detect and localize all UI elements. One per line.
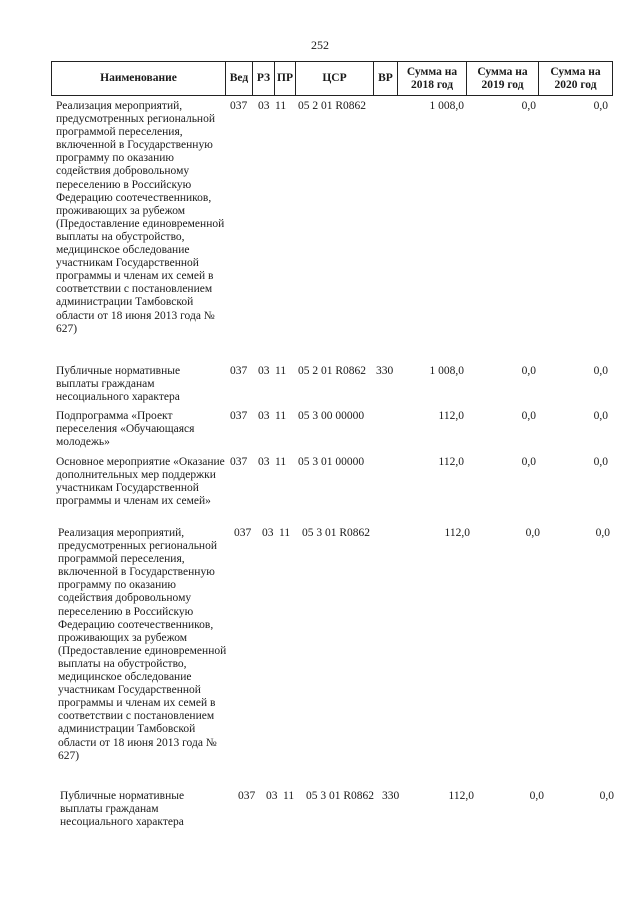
row-sum-2020: 0,0: [595, 527, 610, 539]
row-ved: 037: [230, 456, 248, 468]
row-sum-2019: 0,0: [521, 100, 536, 112]
row-name: Реализация мероприятий, предусмотренных региональной программой переселения, включенной в Государственную программу по оказанию содействия добровольному переселению в Российскую Федерацию соотечественников, проживающих за рубежом (Предоставление единовременной выплаты на обустройство, медицинское обследование участникам Государственной программы и членам их семей в соответствии с постановлением администрации Тамбовской области от 18 июня 2013 года № 627): [56, 100, 225, 335]
row-rz: 03: [258, 410, 270, 422]
row-pr: 11: [283, 790, 295, 802]
header-sum-2018: Сумма на 2018 год: [398, 62, 467, 95]
row-sum-2020: 0,0: [599, 790, 614, 802]
row-ved: 037: [238, 790, 256, 802]
row-sum-2018: 112,0: [438, 456, 464, 468]
row-pr: 11: [275, 456, 287, 468]
row-name: Реализация мероприятий, предусмотренных региональной программой переселения, включенной в Государственную программу по оказанию содействия добровольному переселению в Российскую Федерацию соотечественников, проживающих за рубежом (Предоставление единовременной выплаты на обустройство, медицинское обследование участникам Государственной программы и членам их семей в соответствии с постановлением администрации Тамбовской области от 18 июня 2013 года № 627): [58, 527, 227, 762]
row-csr: 05 2 01 R0862: [298, 365, 367, 377]
header-vr: ВР: [374, 62, 398, 95]
header-pr: ПР: [275, 62, 296, 95]
row-name: Основное мероприятие «Оказание дополнительных мер поддержки участникам Государственной программы и членам их семей»: [56, 456, 225, 508]
row-sum-2018: 1 008,0: [429, 365, 464, 377]
row-pr: 11: [279, 527, 291, 539]
header-sum-2019: Сумма на 2019 год: [467, 62, 539, 95]
row-sum-2018: 112,0: [448, 790, 474, 802]
row-sum-2018: 112,0: [444, 527, 470, 539]
row-sum-2019: 0,0: [521, 456, 536, 468]
table-header: [51, 61, 613, 96]
row-csr: 05 3 00 00000: [298, 410, 365, 422]
row-ved: 037: [230, 365, 248, 377]
header-sum-2020: Сумма на 2020 год: [550, 65, 601, 91]
row-rz: 03: [266, 790, 278, 802]
row-vr: 330: [382, 790, 400, 802]
row-sum-2018: 1 008,0: [429, 100, 464, 112]
row-sum-2019: 0,0: [529, 790, 544, 802]
row-name: Публичные нормативные выплаты гражданам несоциального характера: [56, 365, 181, 404]
row-sum-2019: 0,0: [521, 365, 536, 377]
row-sum-2019: 0,0: [525, 527, 540, 539]
row-pr: 11: [275, 100, 287, 112]
header-ved: Вед: [226, 62, 253, 95]
page-number: 252: [311, 38, 329, 52]
row-rz: 03: [258, 100, 270, 112]
header-csr: ЦСР: [296, 62, 374, 95]
row-name: Подпрограмма «Проект переселения «Обучающаяся молодежь»: [56, 410, 195, 449]
row-sum-2019: 0,0: [521, 410, 536, 422]
row-csr: 05 3 01 R0862: [302, 527, 371, 539]
row-pr: 11: [275, 410, 287, 422]
row-csr: 05 3 01 00000: [298, 456, 365, 468]
row-name: Публичные нормативные выплаты гражданам несоциального характера: [60, 790, 185, 829]
row-sum-2018: 112,0: [438, 410, 464, 422]
row-csr: 05 3 01 R0862: [306, 790, 375, 802]
header-rz: РЗ: [253, 62, 275, 95]
row-vr: 330: [376, 365, 394, 377]
row-sum-2020: 0,0: [593, 100, 608, 112]
row-rz: 03: [258, 456, 270, 468]
row-rz: 03: [262, 527, 274, 539]
row-rz: 03: [258, 365, 270, 377]
row-sum-2020: 0,0: [593, 365, 608, 377]
row-sum-2020: 0,0: [593, 456, 608, 468]
row-ved: 037: [234, 527, 252, 539]
row-sum-2020: 0,0: [593, 410, 608, 422]
row-ved: 037: [230, 100, 248, 112]
row-ved: 037: [230, 410, 248, 422]
row-csr: 05 2 01 R0862: [298, 100, 367, 112]
header-name: Наименование: [52, 62, 226, 95]
row-pr: 11: [275, 365, 287, 377]
